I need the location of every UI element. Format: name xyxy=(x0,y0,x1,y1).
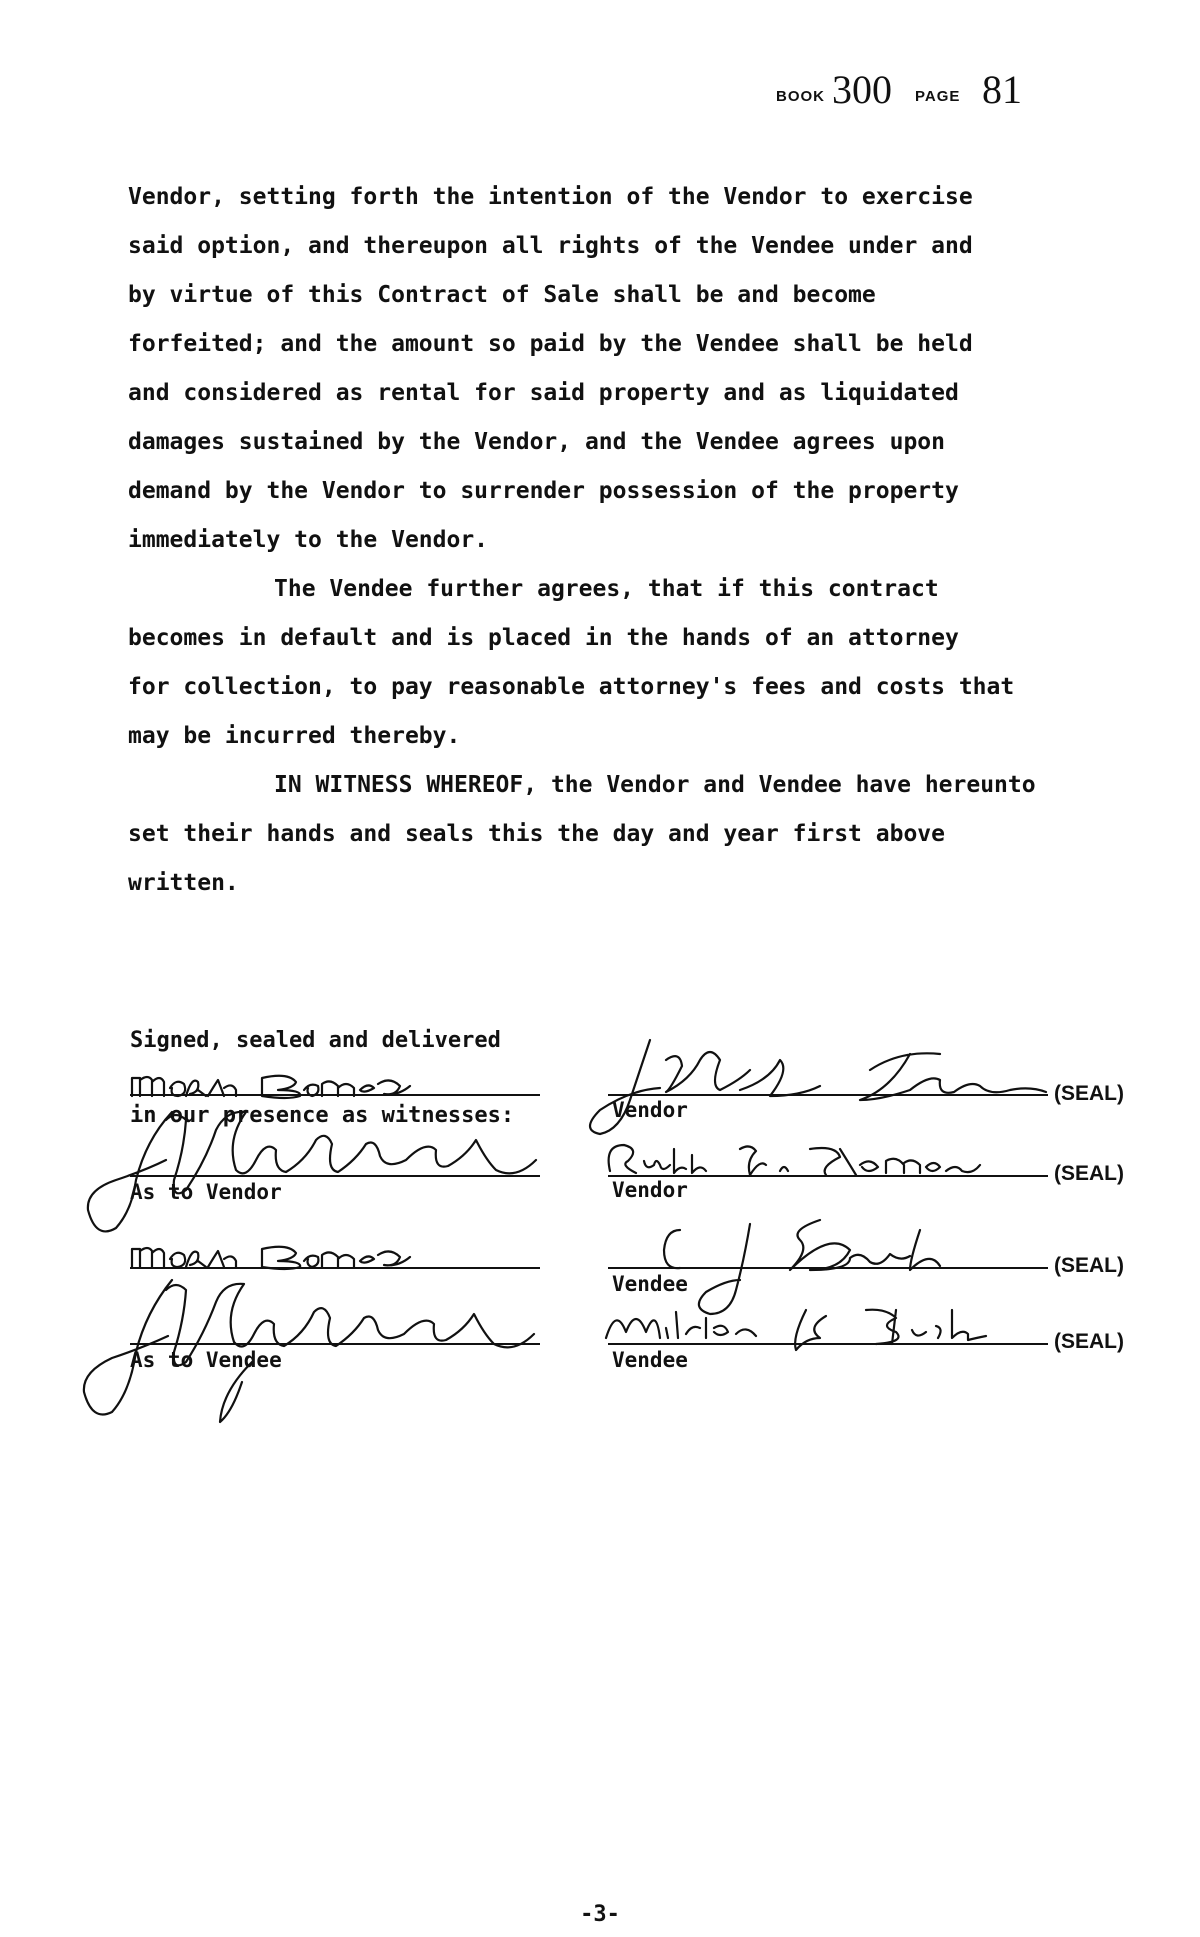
seal-label: (SEAL) xyxy=(1054,1082,1124,1105)
text-line: by virtue of this Contract of Sale shall be and become xyxy=(128,282,876,308)
text-line: set their hands and seals this the day and year first above xyxy=(128,821,945,847)
paragraph-witness-clause xyxy=(128,761,1088,908)
paragraph-forfeiture xyxy=(128,173,1088,565)
text-line: and considered as rental for said property and as liquidated xyxy=(128,380,959,406)
as-to-vendor-label: As to Vendor xyxy=(130,1180,282,1204)
witness-caption-line: in our presence as witnesses: xyxy=(130,1103,515,1128)
text-line: Vendor, setting forth the intention of the Vendor to exercise xyxy=(128,184,973,210)
vendee-label: Vendee xyxy=(612,1272,688,1296)
text-line: becomes in default and is placed in the hands of an attorney xyxy=(128,625,959,651)
contract-body xyxy=(128,173,1088,908)
vendor-label: Vendor xyxy=(612,1098,688,1122)
seal-label: (SEAL) xyxy=(1054,1162,1124,1185)
paragraph-attorney-fees xyxy=(128,565,1088,761)
text-line: for collection, to pay reasonable attorney's fees and costs that xyxy=(128,674,1015,700)
text-line: may be incurred thereby. xyxy=(128,723,461,749)
text-line: immediately to the Vendor. xyxy=(128,527,489,553)
text-line: forfeited; and the amount so paid by the Vendee shall be held xyxy=(128,331,973,357)
witness-caption-line: Signed, sealed and delivered xyxy=(130,1028,501,1053)
vendee-label: Vendee xyxy=(612,1348,688,1372)
vendor-label: Vendor xyxy=(612,1178,688,1202)
book-number: 300 xyxy=(832,67,892,112)
text-line: said option, and thereupon all rights of the Vendee under and xyxy=(128,233,973,259)
text-line: IN WITNESS WHEREOF, the Vendor and Vendee have hereunto xyxy=(274,772,1036,798)
witness-signature-mabel-barnes xyxy=(128,1060,548,1105)
witness-signature-mabel-barnes xyxy=(128,1235,548,1275)
witness-signature-j-h-jenkins xyxy=(76,1100,556,1240)
page-number: 81 xyxy=(982,67,1022,112)
seal-label: (SEAL) xyxy=(1054,1330,1124,1353)
as-to-vendee-label: As to Vendee xyxy=(130,1348,282,1372)
text-line: demand by the Vendor to surrender possession of the property xyxy=(128,478,959,504)
vendor-signature-john-l-thomas xyxy=(570,1030,1050,1140)
text-line: The Vendee further agrees, that if this contract xyxy=(274,576,939,602)
text-line: written. xyxy=(128,870,239,896)
seal-label: (SEAL) xyxy=(1054,1254,1124,1277)
footer-page-number: -3- xyxy=(580,1902,620,1927)
book-label: BOOK xyxy=(776,88,825,105)
page-label: PAGE xyxy=(915,88,961,105)
text-line: damages sustained by the Vendor, and the Vendee agrees upon xyxy=(128,429,945,455)
book-page-stamp xyxy=(770,66,1050,116)
